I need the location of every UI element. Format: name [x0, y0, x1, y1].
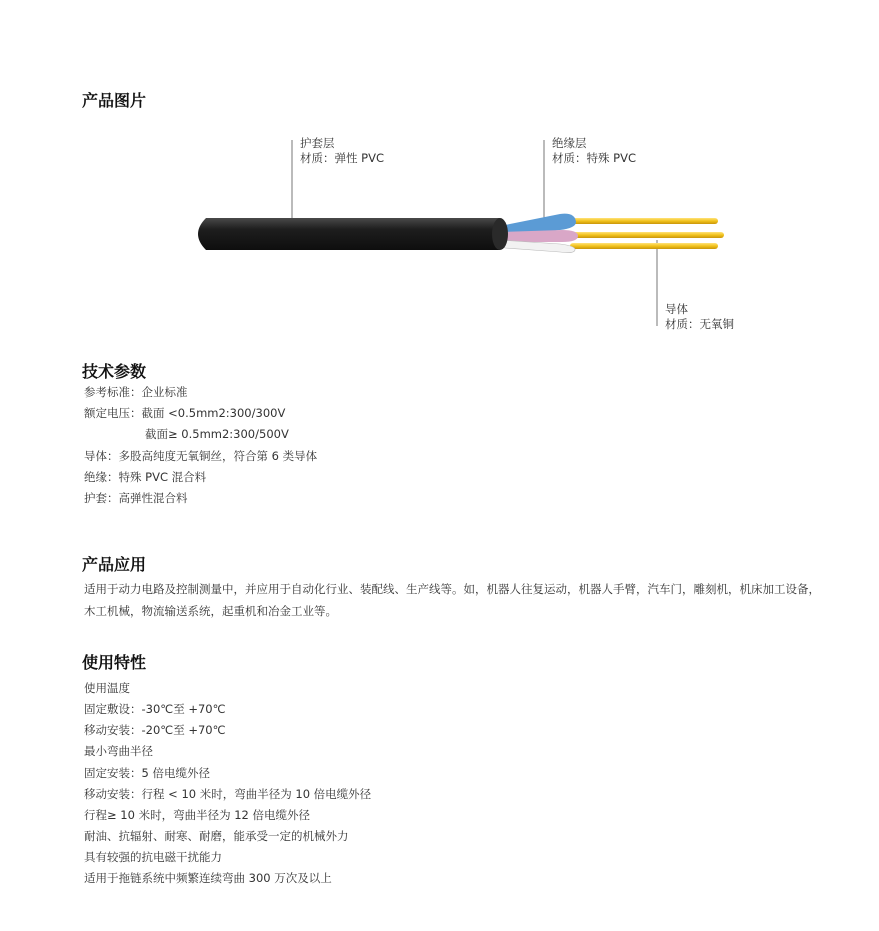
usage-item: 使用温度	[84, 681, 130, 695]
usage-item: 固定安装：5 倍电缆外径	[84, 766, 210, 780]
section-title-application: 产品应用	[82, 555, 147, 574]
usage-item: 具有较强的抗电磁干扰能力	[84, 850, 222, 864]
application-line-1: 适用于动力电路及控制测量中，并应用于自动化行业、装配线、生产线等。如，机器人往复运动，机器人手臂，汽车门，雕刻机，机床加工设备，	[84, 582, 820, 596]
usage-item: 移动安装：行程 < 10 米时，弯曲半径为 10 倍电缆外径	[84, 787, 372, 801]
tech-param-voltage-1: 额定电压：截面 <0.5mm2:300/300V	[84, 406, 286, 420]
copper-conductor-top	[568, 218, 718, 224]
jacket-cut-end	[492, 218, 508, 250]
sheath-material: 材质：弹性 PVC	[300, 151, 384, 165]
section-title-tech: 技术参数	[82, 362, 147, 381]
application-text	[84, 578, 844, 622]
usage-item: 适用于拖链系统中频繁连续弯曲 300 万次及以上	[84, 871, 332, 885]
cable-illustration	[0, 0, 879, 360]
copper-conductor-bottom	[570, 243, 718, 249]
usage-item: 耐油、抗辐射、耐寒、耐磨，能承受一定的机械外力	[84, 829, 349, 843]
sheath-callout	[300, 136, 384, 166]
cable-figure	[0, 0, 879, 360]
usage-item: 固定敷设：-30℃至 +70℃	[84, 702, 226, 716]
conductor-callout	[665, 302, 734, 332]
section-title-usage: 使用特性	[82, 653, 147, 672]
black-jacket	[198, 218, 505, 250]
tech-param-conductor: 导体：多股高纯度无氧铜丝，符合第 6 类导体	[84, 449, 318, 463]
copper-conductor-middle	[572, 232, 724, 238]
insulation-material: 材质：特殊 PVC	[552, 151, 636, 165]
insulation-callout	[552, 136, 636, 166]
usage-item: 移动安装：-20℃至 +70℃	[84, 723, 226, 737]
conductor-material: 材质：无氧铜	[665, 317, 734, 331]
sheath-label: 护套层	[300, 136, 335, 150]
section-title-picture: 产品图片	[82, 91, 147, 110]
tech-param-sheath: 护套：高弹性混合料	[84, 491, 188, 505]
tech-param-standard: 参考标准：企业标准	[84, 385, 188, 399]
usage-item: 行程≥ 10 米时，弯曲半径为 12 倍电缆外径	[84, 808, 311, 822]
insulation-label: 绝缘层	[552, 136, 587, 150]
tech-param-voltage-2: 截面≥ 0.5mm2:300/500V	[145, 427, 289, 441]
usage-item: 最小弯曲半径	[84, 744, 153, 758]
conductor-label: 导体	[665, 302, 688, 316]
tech-param-insulation: 绝缘：特殊 PVC 混合料	[84, 470, 207, 484]
pink-core	[500, 230, 578, 242]
application-line-2: 木工机械，物流输送系统，起重机和冶金工业等。	[84, 604, 337, 618]
